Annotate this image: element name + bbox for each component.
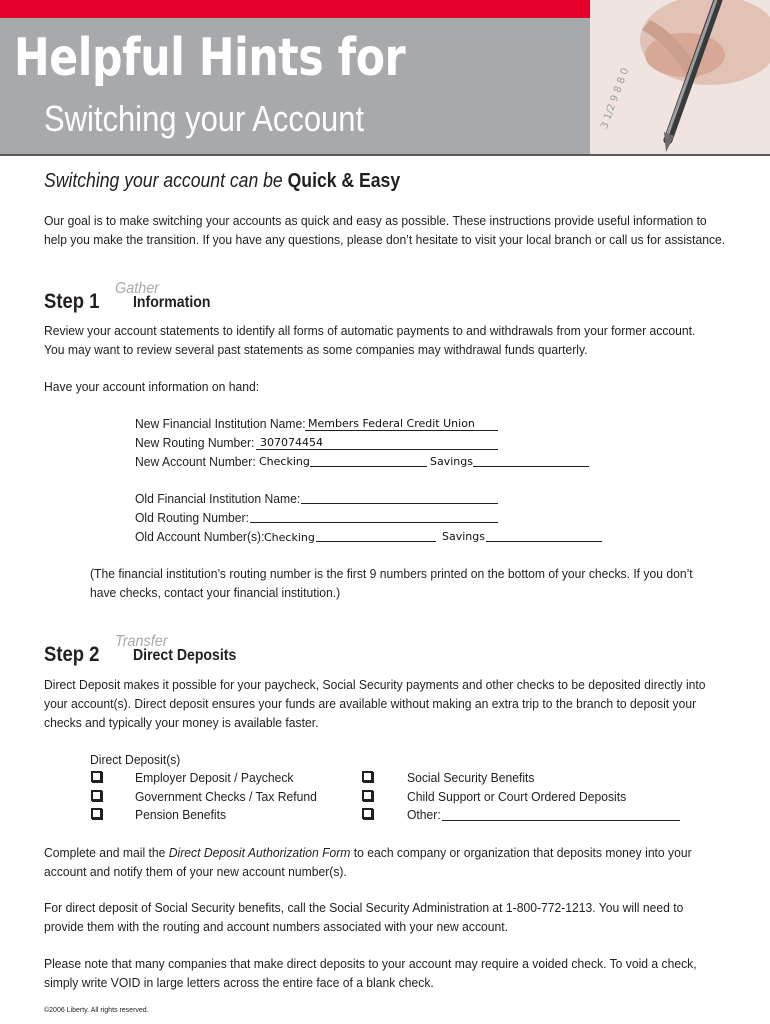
step1-small-word: Gather: [115, 280, 160, 297]
mail-line-2: account and notify them of your new account number(s).: [44, 864, 347, 879]
direct-deposit-heading: Direct Deposit(s): [90, 752, 181, 767]
on-hand-text: Have your account information on hand:: [44, 379, 260, 394]
old-checking-field[interactable]: [316, 541, 436, 542]
government-checks-checkbox[interactable]: [91, 790, 102, 801]
copyright: ©2006 Liberty. All rights reserved.: [44, 1007, 149, 1014]
new-fi-value: Members Federal Credit Union: [308, 417, 475, 430]
header-divider: [0, 154, 770, 156]
step2-label: Step 2: [44, 643, 100, 666]
old-checking-label: Checking: [264, 531, 315, 544]
social-security-label: Social Security Benefits: [407, 770, 535, 785]
intro-line-1: Our goal is to make switching your accounts as quick and easy as possible. These instructions provide useful information to: [44, 213, 707, 228]
mail-prefix: Complete and mail the: [44, 845, 166, 860]
header-accent-bar: [0, 0, 590, 18]
tagline: [44, 170, 400, 193]
new-fi-label: New Financial Institution Name:: [135, 416, 306, 431]
social-security-line-2: provide them with the routing and account numbers associated with your new account.: [44, 919, 508, 934]
child-support-checkbox[interactable]: [362, 790, 373, 801]
step1-label: Step 1: [44, 290, 100, 313]
step1-para-line-1: Review your account statements to identify all forms of automatic payments to and withdrawals from your former account.: [44, 323, 696, 338]
routing-note-line-2: have checks, contact your financial institution.): [90, 585, 341, 600]
old-routing-field[interactable]: [250, 522, 498, 523]
old-routing-label: Old Routing Number:: [135, 510, 249, 525]
page-subtitle: Switching your Account: [44, 98, 365, 139]
step2-para-line-3: checks and typically your money is available faster.: [44, 715, 319, 730]
void-line-2: simply write VOID in large letters across the entire face of a blank check.: [44, 975, 434, 990]
step1-para-line-2: You may want to review several past statements as some companies may withdrawal funds quarterly.: [44, 342, 588, 357]
pension-benefits-checkbox[interactable]: [91, 808, 102, 819]
old-account-label: Old Account Number(s):: [135, 529, 265, 544]
page-title: Helpful Hints for: [14, 28, 406, 88]
pension-benefits-label: Pension Benefits: [135, 807, 227, 822]
new-checking-field[interactable]: [310, 466, 427, 467]
other-label: Other:: [407, 807, 441, 822]
new-routing-value: 307074454: [260, 436, 323, 449]
new-routing-label: New Routing Number:: [135, 435, 255, 450]
tagline-emphasis: Quick & Easy: [287, 170, 401, 192]
pen-writing-image: [590, 0, 770, 154]
old-fi-field[interactable]: [301, 503, 498, 504]
svg-text:3 1/2 9 8 8 0: 3 1/2 9 8 8 0: [599, 66, 632, 131]
social-security-line-1: For direct deposit of Social Security benefits, call the Social Security Administration at 1-800-772-1213. You will need to: [44, 900, 684, 915]
void-line-1: Please note that many companies that make direct deposits to your account may require a voided check. To void a check,: [44, 956, 697, 971]
new-savings-field[interactable]: [473, 466, 589, 467]
step1-bold-word: Information: [133, 294, 211, 311]
step2-para-line-1: Direct Deposit makes it possible for your paycheck, Social Security payments and other checks to be deposited directly into: [44, 677, 706, 692]
employer-deposit-checkbox[interactable]: [91, 771, 102, 782]
tagline-prefix: Switching your account can be: [44, 170, 283, 192]
step2-para-line-2: your account(s). Direct deposit ensures your funds are available without making an extra trip to the branch to deposit your: [44, 696, 697, 711]
child-support-label: Child Support or Court Ordered Deposits: [407, 789, 627, 804]
employer-deposit-label: Employer Deposit / Paycheck: [135, 770, 294, 785]
new-savings-label: Savings: [430, 455, 473, 468]
mail-line-1: [44, 843, 692, 862]
old-savings-label: Savings: [442, 530, 485, 543]
new-routing-field[interactable]: [256, 449, 498, 450]
routing-note-line-1: (The financial institution’s routing number is the first 9 numbers printed on the bottom of your checks. If you don’t: [90, 566, 693, 581]
social-security-checkbox[interactable]: [362, 771, 373, 782]
old-savings-field[interactable]: [486, 541, 602, 542]
intro-line-2: help you make the transition. If you have any questions, please don’t hesitate to visit your local branch or call us for assistance.: [44, 232, 726, 247]
new-fi-field[interactable]: [305, 430, 498, 431]
step2-small-word: Transfer: [115, 633, 168, 650]
new-account-label: New Account Number:: [135, 454, 256, 469]
other-field[interactable]: [442, 820, 680, 821]
pen-photo: [590, 0, 770, 154]
old-fi-label: Old Financial Institution Name:: [135, 491, 301, 506]
other-checkbox[interactable]: [362, 808, 373, 819]
new-checking-label: Checking: [259, 455, 310, 468]
mail-suffix: to each company or organization that deposits money into your: [353, 845, 692, 860]
mail-form-name: Direct Deposit Authorization Form: [168, 845, 351, 860]
step2-bold-word: Direct Deposits: [133, 647, 237, 664]
government-checks-label: Government Checks / Tax Refund: [135, 789, 317, 804]
